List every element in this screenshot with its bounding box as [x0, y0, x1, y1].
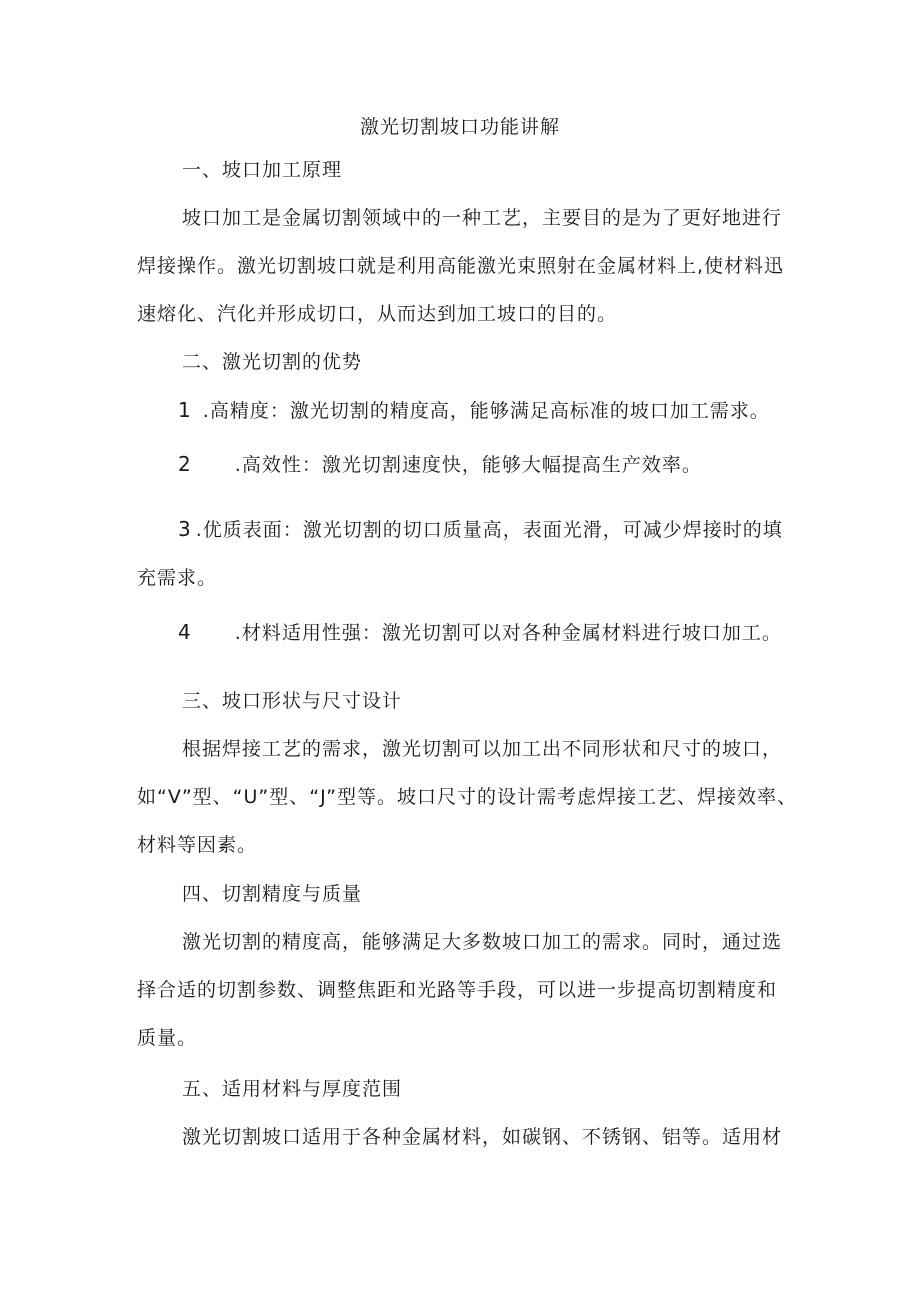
section-heading-3: 三、坡口形状与尺寸设计	[182, 690, 403, 712]
item-number: 4	[178, 620, 192, 644]
paragraph-line: 根据焊接工艺的需求，激光切割可以加工出不同形状和尺寸的坡口，	[182, 738, 783, 760]
paragraph-line: 速熔化、汽化并形成切口，从而达到加工坡口的目的。	[137, 303, 618, 325]
paragraph-line: 择合适的切割参数、调整焦距和光路等手段，可以进一步提高切割精度和	[137, 979, 778, 1001]
item-text-continuation: 充需求。	[137, 567, 218, 589]
section-5-paragraph	[137, 1113, 787, 1161]
advantage-item-1	[178, 396, 770, 425]
paragraph-line: 材料等因素。	[137, 834, 258, 856]
section-4-paragraph	[137, 918, 787, 1062]
section-heading-2: 二、激光切割的优势	[182, 351, 363, 373]
paragraph-line: 质量。	[137, 1027, 198, 1049]
item-text: .优质表面：激光切割的切口质量高，表面光滑，可减少焊接时的填	[195, 519, 783, 541]
item-number: 1	[178, 398, 192, 422]
paragraph-line: 坡口加工是金属切割领域中的一种工艺，主要目的是为了更好地进行	[182, 207, 783, 229]
item-text: .高精度：激光切割的精度高，能够满足高标准的坡口加工需求。	[202, 400, 770, 422]
section-heading-4: 四、切割精度与质量	[182, 883, 363, 905]
document-title: 激光切割坡口功能讲解	[359, 116, 560, 138]
paragraph-line: 激光切割坡口适用于各种金属材料，如碳钢、不锈钢、铝等。适用材	[182, 1126, 783, 1148]
advantage-item-3	[137, 505, 797, 602]
advantage-item-2	[178, 450, 702, 479]
advantage-item-4	[178, 618, 782, 647]
paragraph-line: 焊接操作。激光切割坡口就是利用高能激光束照射在金属材料上,使材料迅	[137, 255, 785, 277]
section-3-paragraph	[137, 725, 797, 869]
item-number: 2	[178, 452, 192, 476]
item-text: .材料适用性强：激光切割可以对各种金属材料进行坡口加工。	[234, 622, 782, 644]
section-1-paragraph	[137, 194, 787, 338]
paragraph-line: 如“V”型、“U”型、“J”型等。坡口尺寸的设计需考虑焊接工艺、焊接效率、	[137, 786, 797, 808]
item-text: .高效性：激光切割速度快，能够大幅提高生产效率。	[234, 454, 702, 476]
section-heading-5: 五、适用材料与厚度范围	[182, 1078, 403, 1100]
item-number: 3	[178, 517, 192, 541]
section-heading-1: 一、坡口加工原理	[182, 159, 343, 181]
paragraph-line: 激光切割的精度高，能够满足大多数坡口加工的需求。同时，通过选	[182, 931, 783, 953]
